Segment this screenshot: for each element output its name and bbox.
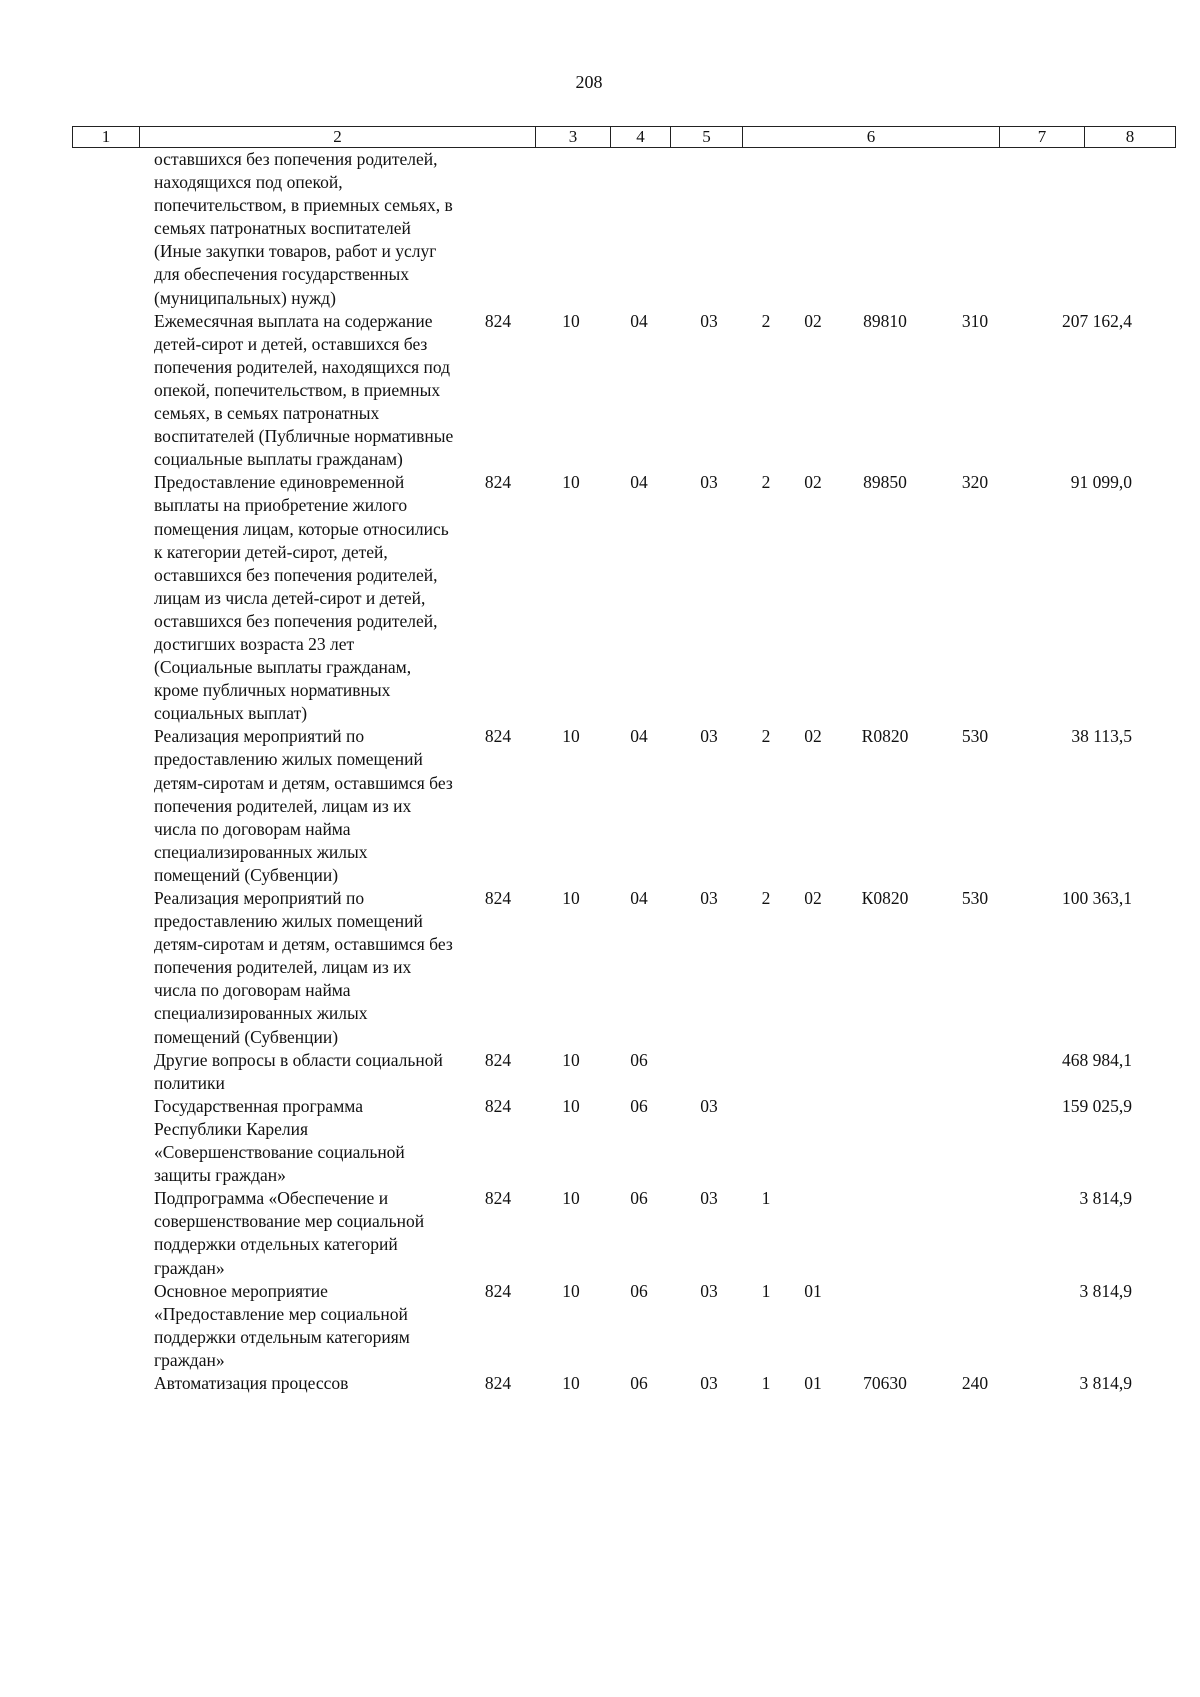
header-col-2: 2 (333, 127, 342, 146)
row-description: Государственная программа Республики Карелия «Совершенствование социальной защиты граждан» (154, 1095, 405, 1186)
cell-section: 10 (562, 472, 580, 493)
cell-expense-type: 320 (961, 472, 989, 493)
cell-admin-code: 824 (484, 310, 512, 331)
table-row (0, 471, 1200, 725)
cell-program: 03 (700, 1280, 718, 1301)
row-description: Другие вопросы в области социальной политики (154, 1049, 443, 1093)
cell-subprogram: 1 (761, 1188, 771, 1209)
cell-program: 03 (700, 726, 718, 747)
cell-amount: 207 162,4 (1062, 310, 1132, 331)
table-row (0, 148, 1200, 310)
cell-amount: 91 099,0 (1070, 472, 1132, 493)
cell-section: 10 (562, 726, 580, 747)
cell-subsection: 06 (630, 1049, 648, 1070)
cell-subsection: 04 (630, 726, 648, 747)
table-row (0, 887, 1200, 1049)
header-col-5: 5 (702, 127, 711, 146)
cell-amount: 38 113,5 (1071, 726, 1132, 747)
cell-section: 10 (562, 310, 580, 331)
cell-section: 10 (562, 1188, 580, 1209)
cell-amount: 3 814,9 (1079, 1188, 1132, 1209)
cell-admin-code: 824 (484, 726, 512, 747)
row-description: Основное мероприятие «Предоставление мер социальной поддержки отдельным категориям граждан» (154, 1280, 410, 1370)
row-description: Реализация мероприятий по предоставлению жилых помещений детям-сиротам и детям, оставшимся без попечения родителей, лицам из их числа по договорам найма специализированных жилых помещений (Субвенции) (154, 888, 453, 1047)
table-row (0, 1187, 1200, 1279)
table-header (72, 126, 1176, 148)
cell-expense-type: 310 (961, 310, 989, 331)
cell-activity: 02 (804, 726, 822, 747)
cell-subsection: 06 (630, 1280, 648, 1301)
cell-subsection: 06 (630, 1372, 648, 1393)
cell-subsection: 04 (630, 888, 648, 908)
cell-direction: 89850 (863, 472, 907, 493)
cell-subsection: 04 (630, 310, 648, 331)
header-col-1: 1 (101, 127, 111, 146)
cell-expense-type: 240 (961, 1372, 989, 1393)
table-row (0, 1372, 1200, 1395)
header-col-4: 4 (636, 127, 645, 146)
table-row (0, 725, 1200, 887)
cell-subprogram: 1 (761, 1280, 771, 1301)
cell-section: 10 (562, 1372, 580, 1393)
cell-direction: 70630 (863, 1372, 907, 1393)
cell-amount: 159 025,9 (1062, 1095, 1132, 1116)
cell-admin-code: 824 (484, 1372, 512, 1393)
cell-expense-type: 530 (961, 726, 989, 747)
cell-activity: 02 (804, 472, 822, 493)
cell-section: 10 (562, 1280, 580, 1301)
row-description: Предоставление единовременной выплаты на приобретение жилого помещения лицам, которые относились к категории детей-сирот, детей, оставшихся без попечения родителей, лицам из числа детей-сирот и детей, оставшихся без попечения родителей, достигших возраста 23 лет (Социальные выплаты гражданам, кроме публичных нормативных социальных выплат) (154, 472, 449, 724)
table-row (0, 310, 1200, 472)
cell-subprogram: 2 (761, 726, 771, 747)
cell-section: 10 (562, 888, 580, 908)
cell-admin-code: 824 (484, 1280, 512, 1301)
header-col-8: 8 (1125, 127, 1135, 146)
cell-program: 03 (700, 888, 718, 908)
cell-activity: 02 (804, 310, 822, 331)
cell-expense-type: 530 (961, 888, 989, 908)
cell-direction: R0820 (861, 726, 909, 747)
cell-subprogram: 2 (761, 888, 771, 908)
table-row (0, 1280, 1200, 1372)
cell-program: 03 (700, 1095, 718, 1116)
cell-admin-code: 824 (484, 1049, 512, 1070)
cell-section: 10 (562, 1095, 580, 1116)
cell-subsection: 06 (630, 1188, 648, 1209)
cell-activity: 01 (804, 1280, 822, 1301)
cell-section: 10 (562, 1049, 580, 1070)
cell-subsection: 04 (630, 472, 648, 493)
cell-program: 03 (700, 1372, 718, 1393)
cell-amount: 3 814,9 (1079, 1280, 1132, 1301)
cell-subprogram: 2 (761, 310, 771, 331)
cell-admin-code: 824 (484, 472, 512, 493)
header-col-7: 7 (1037, 127, 1047, 146)
cell-amount: 3 814,9 (1079, 1372, 1132, 1393)
table-body (0, 148, 1200, 1395)
cell-subprogram: 1 (761, 1372, 771, 1393)
row-description: оставшихся без попечения родителей, находящихся под опекой, попечительством, в приемных семьях, в семьях патронатных воспитателей (Иные закупки товаров, работ и услуг для обеспечения государственных (муниципальных) нужд) (154, 149, 453, 308)
cell-admin-code: 824 (484, 1188, 512, 1209)
cell-subsection: 06 (630, 1095, 648, 1116)
cell-activity: 02 (804, 888, 822, 908)
cell-subprogram: 2 (761, 472, 771, 493)
cell-program: 03 (700, 310, 718, 331)
cell-admin-code: 824 (484, 888, 512, 908)
cell-admin-code: 824 (484, 1095, 512, 1116)
cell-amount: 468 984,1 (1062, 1049, 1132, 1070)
row-description: Автоматизация процессов (154, 1372, 349, 1393)
cell-program: 03 (700, 1188, 718, 1209)
cell-program: 03 (700, 472, 718, 493)
row-description: Ежемесячная выплата на содержание детей-сирот и детей, оставшихся без попечения родителей, находящихся под опекой, попечительством, в приемных семьях, в семьях патронатных воспитателей (Публичные нормативные социальные выплаты гражданам) (154, 310, 454, 470)
row-description: Реализация мероприятий по предоставлению жилых помещений детям-сиротам и детям, оставшимся без попечения родителей, лицам из их числа по договорам найма специализированных жилых помещений (Субвенции) (154, 726, 453, 885)
cell-activity: 01 (804, 1372, 822, 1393)
cell-direction: 89810 (863, 310, 907, 331)
page-number: 208 (575, 72, 603, 92)
header-col-6: 6 (866, 127, 876, 146)
table-row (0, 1095, 1200, 1187)
table-row (0, 1049, 1200, 1095)
header-col-3: 3 (568, 127, 578, 146)
cell-amount: 100 363,1 (1062, 888, 1132, 908)
cell-direction: К0820 (861, 888, 909, 908)
row-description: Подпрограмма «Обеспечение и совершенствование мер социальной поддержки отдельных категорий граждан» (154, 1188, 425, 1278)
